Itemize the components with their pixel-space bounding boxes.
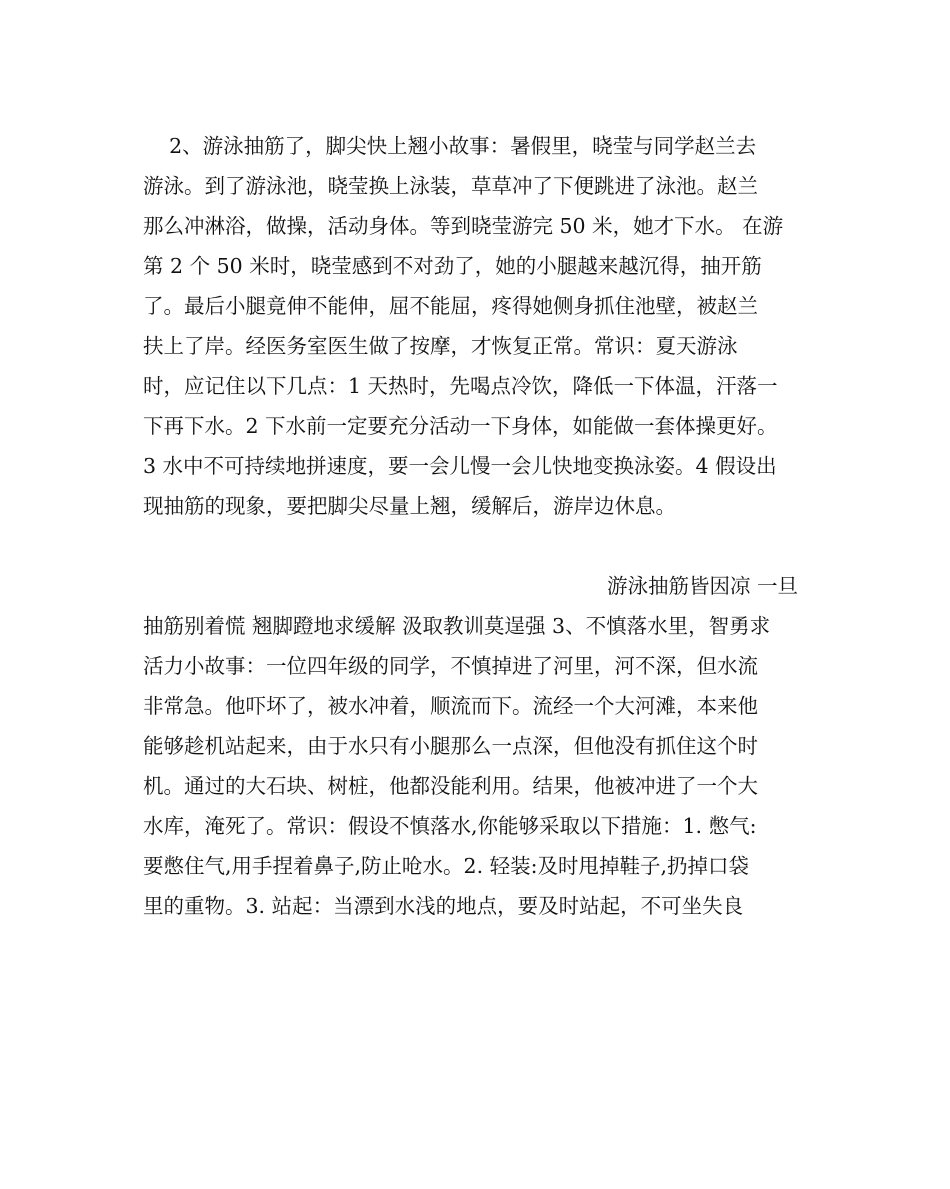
- text-line: 现抽筋的现象，要把脚尖尽量上翘，缓解后，游岸边休息。: [143, 494, 676, 518]
- text-line: 2、游泳抽筋了，脚尖快上翘小故事：暑假里，晓莹与同学赵兰去: [143, 134, 757, 158]
- text-line: 那么冲淋浴，做操，活动身体。等到晓莹游完 50 米，她才下水。 在游: [143, 214, 784, 238]
- text-line: 时，应记住以下几点：1 天热时，先喝点冷饮，降低一下体温，汗落一: [143, 374, 778, 398]
- text-line: 非常急。他吓坏了，被水冲着，顺流而下。流经一个大河滩，本来他: [143, 694, 758, 718]
- text-line: 水库，淹死了。常识：假设不慎落水,你能够采取以下措施：1. 憋气:: [143, 814, 757, 838]
- text-line: 里的重物。3. 站起：当漂到水浅的地点，要及时站起，不可坐失良: [143, 894, 744, 918]
- text-line: 下再下水。2 下水前一定要充分活动一下身体，如能做一套体操更好。: [143, 414, 778, 438]
- text-line: 抽筋别着慌 翘脚蹬地求缓解 汲取教训莫逞强 3、不慎落水里，智勇求: [143, 614, 771, 638]
- poem-line-right: 游泳抽筋皆因凉 一旦: [606, 574, 798, 598]
- text-line: 扶上了岸。经医务室医生做了按摩，才恢复正常。常识：夏天游泳: [143, 334, 738, 358]
- text-line: 能够趁机站起来，由于水只有小腿那么一点深，但他没有抓住这个时: [143, 734, 758, 758]
- text-line: 第 2 个 50 米时，晓莹感到不对劲了，她的小腿越来越沉得，抽开筋: [143, 254, 762, 278]
- text-line: 活力小故事：一位四年级的同学，不慎掉进了河里，河不深，但水流: [143, 654, 758, 678]
- text-line: 机。通过的大石块、树桩，他都没能利用。结果，他被冲进了一个大: [143, 774, 758, 798]
- text-line: 要憋住气,用手捏着鼻子,防止呛水。2. 轻装:及时甩掉鞋子,扔掉口袋: [143, 854, 750, 878]
- text-line: 游泳。到了游泳池，晓莹换上泳装，草草冲了下便跳进了泳池。赵兰: [143, 174, 758, 198]
- text-line: 3 水中不可持续地拼速度，要一会儿慢一会儿快地变换泳姿。4 假设出: [143, 454, 777, 478]
- text-line: 了。最后小腿竟伸不能伸，屈不能屈，疼得她侧身抓住池壁，被赵兰: [143, 294, 758, 318]
